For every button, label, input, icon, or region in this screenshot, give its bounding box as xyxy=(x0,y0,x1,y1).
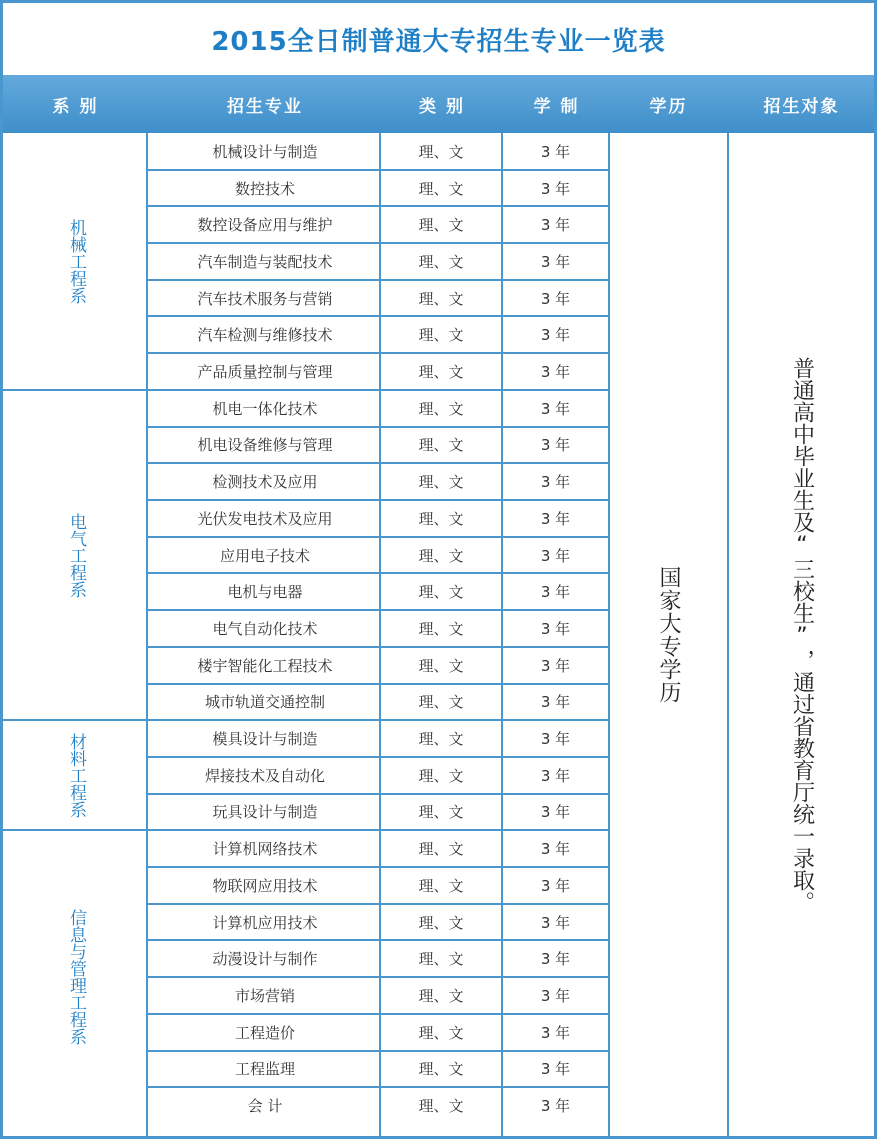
major-name-cell: 玩具设计与制造 xyxy=(212,803,318,822)
duration-cell: 3 年 xyxy=(540,252,571,271)
major-name-cell: 楼宇智能化工程技术 xyxy=(197,656,333,675)
category-cell: 理、文 xyxy=(418,179,464,198)
duration-cell: 3 年 xyxy=(540,1097,571,1116)
category-cell: 理、文 xyxy=(418,619,464,638)
major-name-cell: 工程造价 xyxy=(234,1023,295,1042)
duration-cell: 3 年 xyxy=(540,583,571,602)
major-name-cell: 产品质量控制与管理 xyxy=(197,363,333,382)
duration-cell: 3 年 xyxy=(540,986,571,1005)
dept-name: 材料工程系 xyxy=(66,732,86,818)
category-cell: 理、文 xyxy=(418,876,464,895)
table-header xyxy=(3,75,874,133)
major-name-cell: 检测技术及应用 xyxy=(212,473,318,492)
category-cell: 理、文 xyxy=(418,693,464,712)
major-name-cell: 数控技术 xyxy=(234,179,295,198)
duration-cell: 3 年 xyxy=(540,326,571,345)
duration-cell: 3 年 xyxy=(540,876,571,895)
major-name-cell: 计算机应用技术 xyxy=(212,913,318,932)
dept-cell xyxy=(3,830,148,1124)
major-name-cell: 会 计 xyxy=(247,1097,283,1116)
category-cell: 理、文 xyxy=(418,252,464,271)
dept-cell xyxy=(3,133,148,390)
major-name-cell: 模具设计与制造 xyxy=(212,730,318,749)
duration-cell: 3 年 xyxy=(540,509,571,528)
header-degree: 学历 xyxy=(649,96,688,117)
major-name-cell: 数控设备应用与维护 xyxy=(197,216,333,235)
duration-cell: 3 年 xyxy=(540,179,571,198)
category-cell: 理、文 xyxy=(418,436,464,455)
duration-cell: 3 年 xyxy=(540,693,571,712)
major-name-cell: 电气自动化技术 xyxy=(212,619,318,638)
category-cell: 理、文 xyxy=(418,216,464,235)
duration-cell: 3 年 xyxy=(540,546,571,565)
major-name-cell: 光伏发电技术及应用 xyxy=(197,509,333,528)
category-cell: 理、文 xyxy=(418,326,464,345)
header-target: 招生对象 xyxy=(763,96,840,117)
category-cell: 理、文 xyxy=(418,363,464,382)
major-name-cell: 物联网应用技术 xyxy=(212,876,318,895)
major-name-cell: 机电设备维修与管理 xyxy=(197,436,333,455)
major-name-cell: 电机与电器 xyxy=(227,583,303,602)
duration-cell: 3 年 xyxy=(540,619,571,638)
major-name-cell: 应用电子技术 xyxy=(219,546,310,565)
target-text: 普通高中毕业生及“三校生”，通过省教育厅统一录取。 xyxy=(789,356,815,913)
duration-cell: 3 年 xyxy=(540,216,571,235)
duration-cell: 3 年 xyxy=(540,142,571,161)
page-title: 2015全日制普通大专招生专业一览表 xyxy=(211,26,666,57)
duration-cell: 3 年 xyxy=(540,803,571,822)
category-cell: 理、文 xyxy=(418,546,464,565)
category-cell: 理、文 xyxy=(418,509,464,528)
category-cell: 理、文 xyxy=(418,473,464,492)
dept-cell xyxy=(3,390,148,720)
major-name-cell: 汽车制造与装配技术 xyxy=(197,252,333,271)
major-name-cell: 动漫设计与制作 xyxy=(212,950,318,969)
dept-name: 机械工程系 xyxy=(66,218,86,304)
category-cell: 理、文 xyxy=(418,656,464,675)
category-cell: 理、文 xyxy=(418,986,464,1005)
major-name-cell: 汽车检测与维修技术 xyxy=(197,326,333,345)
category-cell: 理、文 xyxy=(418,913,464,932)
duration-cell: 3 年 xyxy=(540,436,571,455)
duration-cell: 3 年 xyxy=(540,473,571,492)
category-cell: 理、文 xyxy=(418,730,464,749)
major-name-cell: 机电一体化技术 xyxy=(212,399,318,418)
category-cell: 理、文 xyxy=(418,399,464,418)
duration-cell: 3 年 xyxy=(540,840,571,859)
degree-text: 国家大专学历 xyxy=(656,565,681,704)
category-cell: 理、文 xyxy=(418,1060,464,1079)
duration-cell: 3 年 xyxy=(540,289,571,308)
duration-cell: 3 年 xyxy=(540,730,571,749)
duration-cell: 3 年 xyxy=(540,656,571,675)
major-name-cell: 城市轨道交通控制 xyxy=(204,693,325,712)
category-cell: 理、文 xyxy=(418,803,464,822)
category-cell: 理、文 xyxy=(418,583,464,602)
header-dept: 系 别 xyxy=(52,96,99,117)
duration-cell: 3 年 xyxy=(540,913,571,932)
duration-cell: 3 年 xyxy=(540,399,571,418)
dept-name: 信息与管理工程系 xyxy=(66,909,86,1046)
major-name-cell: 焊接技术及自动化 xyxy=(204,766,325,785)
major-name-cell: 汽车技术服务与营销 xyxy=(197,289,333,308)
category-cell: 理、文 xyxy=(418,289,464,308)
duration-cell: 3 年 xyxy=(540,950,571,969)
major-name-cell: 计算机网络技术 xyxy=(212,840,318,859)
duration-cell: 3 年 xyxy=(540,1023,571,1042)
degree-cell xyxy=(610,133,727,1136)
category-cell: 理、文 xyxy=(418,840,464,859)
duration-cell: 3 年 xyxy=(540,363,571,382)
duration-cell: 3 年 xyxy=(540,766,571,785)
category-cell: 理、文 xyxy=(418,1097,464,1116)
category-cell: 理、文 xyxy=(418,766,464,785)
duration-cell: 3 年 xyxy=(540,1060,571,1079)
header-duration: 学 制 xyxy=(533,96,580,117)
major-name-cell: 机械设计与制造 xyxy=(212,142,318,161)
category-cell: 理、文 xyxy=(418,1023,464,1042)
header-category: 类 别 xyxy=(419,96,465,117)
dept-cell xyxy=(3,720,148,830)
target-cell xyxy=(729,133,874,1136)
header-major: 招生专业 xyxy=(227,96,303,117)
dept-name: 电气工程系 xyxy=(66,512,86,598)
major-name-cell: 市场营销 xyxy=(234,986,295,1005)
category-cell: 理、文 xyxy=(418,142,464,161)
major-name-cell: 工程监理 xyxy=(234,1060,295,1079)
category-cell: 理、文 xyxy=(418,950,464,969)
